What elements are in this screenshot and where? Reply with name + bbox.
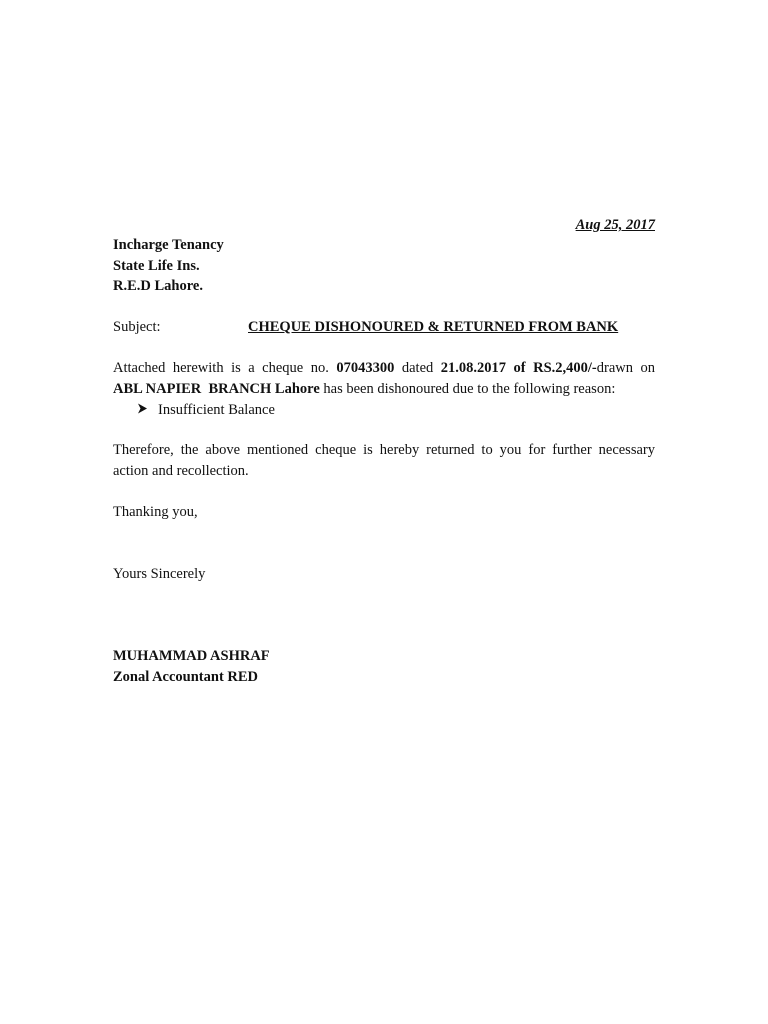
closing-line: Yours Sincerely [113,566,206,582]
signatory-name: MUHAMMAD ASHRAF [113,648,270,664]
signatory-title: Zonal Accountant RED [113,669,259,685]
body1-part4: has been dishonoured due to the following reason: [319,381,616,397]
recipient-line-1: Incharge Tenancy [113,237,224,253]
body-paragraph-2-line-1: Therefore, the above mentioned cheque is hereby returned to you for further necessary [113,442,655,458]
recipient-line-2: State Life Ins. [113,258,200,274]
body1-part3: drawn on [596,360,655,376]
reason-text: Insufficient Balance [158,402,275,418]
body1-part2: dated [394,360,441,376]
arrowhead-bullet-icon [137,401,148,421]
bank-name: ABL NAPIER BRANCH Lahore [113,381,320,397]
body-paragraph-2-line-2: action and recollection. [113,463,249,479]
letter-date: Aug 25, 2017 [575,217,655,233]
reason-list-item [137,400,275,421]
recipient-line-3: R.E.D Lahore. [113,278,203,294]
cheque-number: 07043300 [336,360,395,376]
body-paragraph-1-line-2 [113,379,615,399]
body-paragraph-1-line-1 [113,358,655,378]
subject-text: CHEQUE DISHONOURED & RETURNED FROM BANK [248,319,619,335]
subject-label: Subject: [113,319,161,335]
arrowhead-bullet-svg [137,403,148,414]
cheque-date-amount: 21.08.2017 of RS.2,400/- [440,360,597,376]
body1-part1: Attached herewith is a cheque no. [113,360,337,376]
thanks-line: Thanking you, [113,504,198,520]
